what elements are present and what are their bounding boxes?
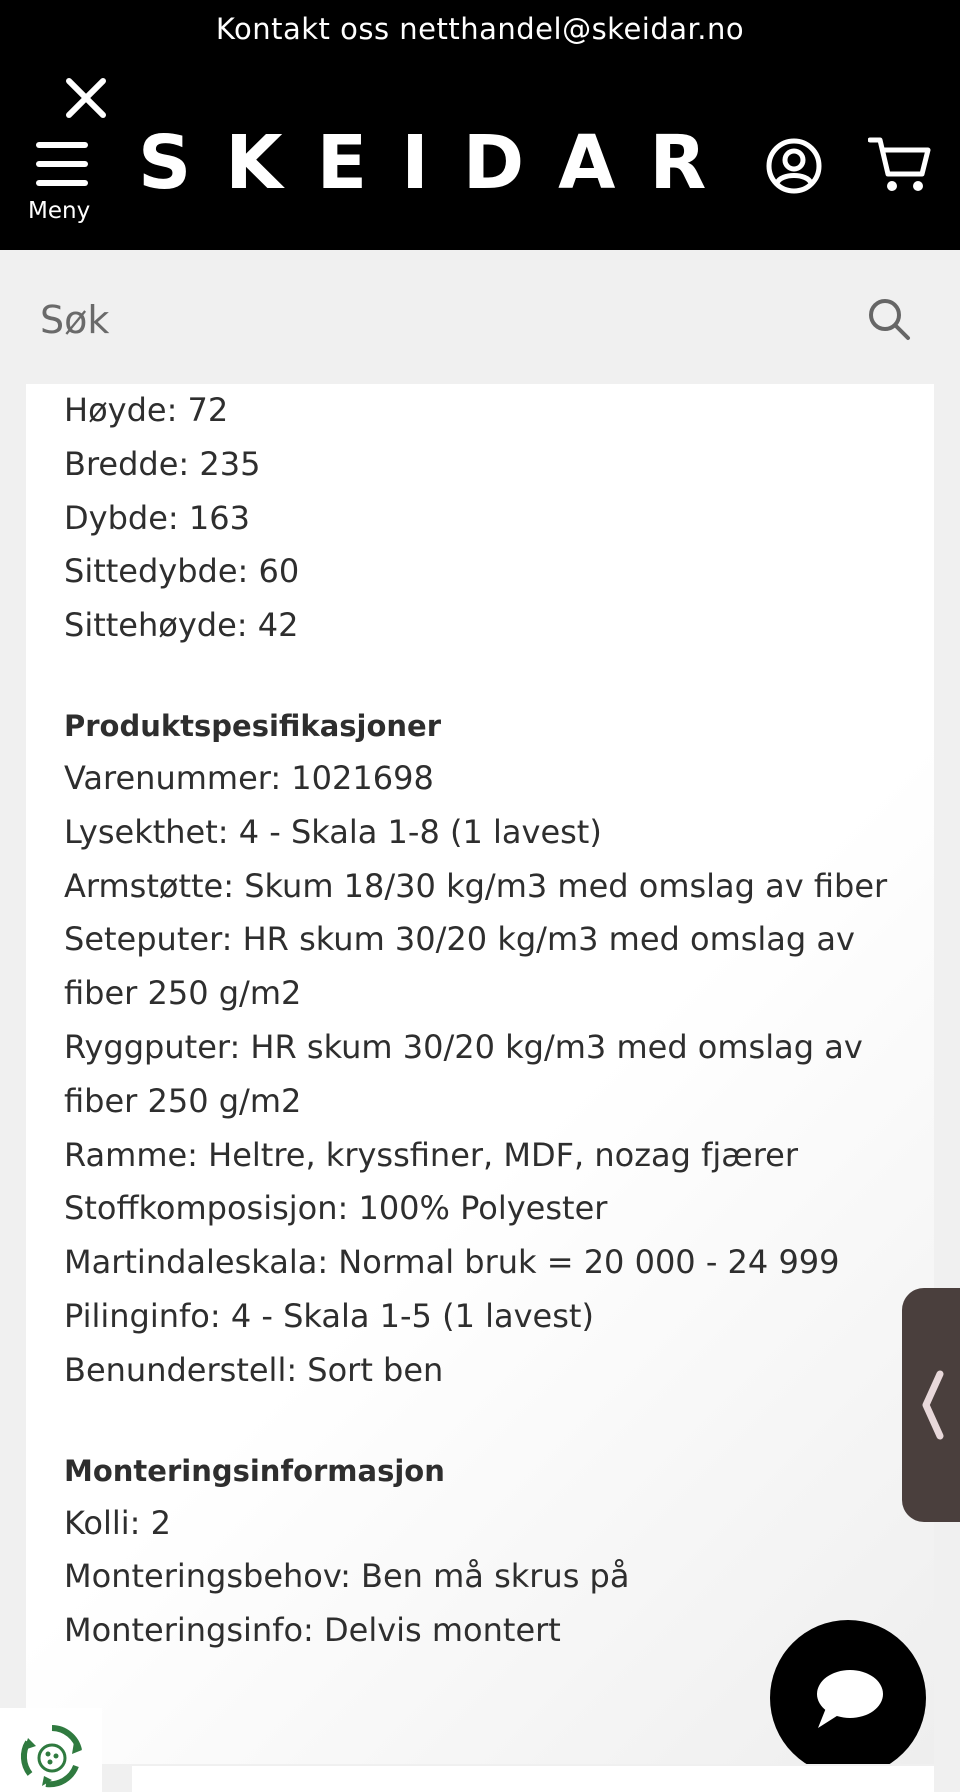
chat-bubble-icon[interactable]: [812, 1662, 886, 1736]
spec-back-cushions: Ryggputer: HR skum 30/20 kg/m3 med omslag av fiber 250 g/m2: [64, 1027, 863, 1120]
next-section-card: [132, 1766, 934, 1792]
product-details-panel: [26, 384, 934, 1764]
mounting-requirement: Monteringsbehov: Ben må skrus på: [64, 1557, 630, 1596]
user-account-icon[interactable]: [764, 136, 824, 196]
dimension-height: Høyde: 72: [64, 391, 229, 429]
search-bar: [0, 250, 960, 384]
spec-legs: Benunderstell: Sort ben: [64, 1350, 444, 1389]
dimension-seat-depth: Sittedybde: 60: [64, 552, 300, 591]
shopping-cart-icon[interactable]: [868, 134, 932, 194]
spec-pilling: Pilinginfo: 4 - Skala 1-5 (1 lavest): [64, 1296, 594, 1335]
close-icon[interactable]: [64, 76, 108, 120]
menu-label: Meny: [28, 198, 91, 224]
search-input[interactable]: [40, 290, 820, 350]
hamburger-menu-icon: [36, 140, 88, 188]
contact-banner[interactable]: Kontakt oss netthandel@skeidar.no: [215, 12, 745, 46]
dimension-width: Bredde: 235: [64, 444, 261, 483]
spec-lightfastness: Lysekthet: 4 - Skala 1-8 (1 lavest): [64, 812, 602, 851]
recycle-leaf-icon[interactable]: [16, 1720, 88, 1792]
site-header: [0, 0, 960, 250]
mounting-status: Monteringsinfo: Delvis montert: [64, 1611, 561, 1650]
spec-armrest: Armstøtte: Skum 18/30 kg/m3 med omslag av fiber: [64, 866, 888, 905]
mounting-packages: Kolli: 2: [64, 1503, 171, 1542]
spec-list: [64, 384, 924, 1658]
spec-frame: Ramme: Heltre, kryssfiner, MDF, nozag fjærer: [64, 1135, 799, 1174]
spec-fabric: Stoffkomposisjon: 100% Polyester: [64, 1189, 608, 1228]
spec-martindale: Martindaleskala: Normal bruk = 20 000 - 24 999: [64, 1243, 840, 1282]
spec-seat-cushions: Seteputer: HR skum 30/20 kg/m3 med omslag av fiber 250 g/m2: [64, 920, 855, 1013]
mounting-info-heading: Monteringsinformasjon: [64, 1453, 445, 1488]
menu-button[interactable]: [28, 136, 98, 232]
search-icon[interactable]: [866, 296, 912, 342]
dimension-depth: Dybde: 163: [64, 498, 250, 537]
brand-logo[interactable]: SKEIDAR: [138, 120, 741, 206]
dimension-seat-height: Sittehøyde: 42: [64, 606, 299, 645]
chevron-left-icon[interactable]: [918, 1370, 946, 1440]
spec-item-number: Varenummer: 1021698: [64, 758, 434, 797]
product-specs-heading: Produktspesifikasjoner: [64, 708, 442, 743]
